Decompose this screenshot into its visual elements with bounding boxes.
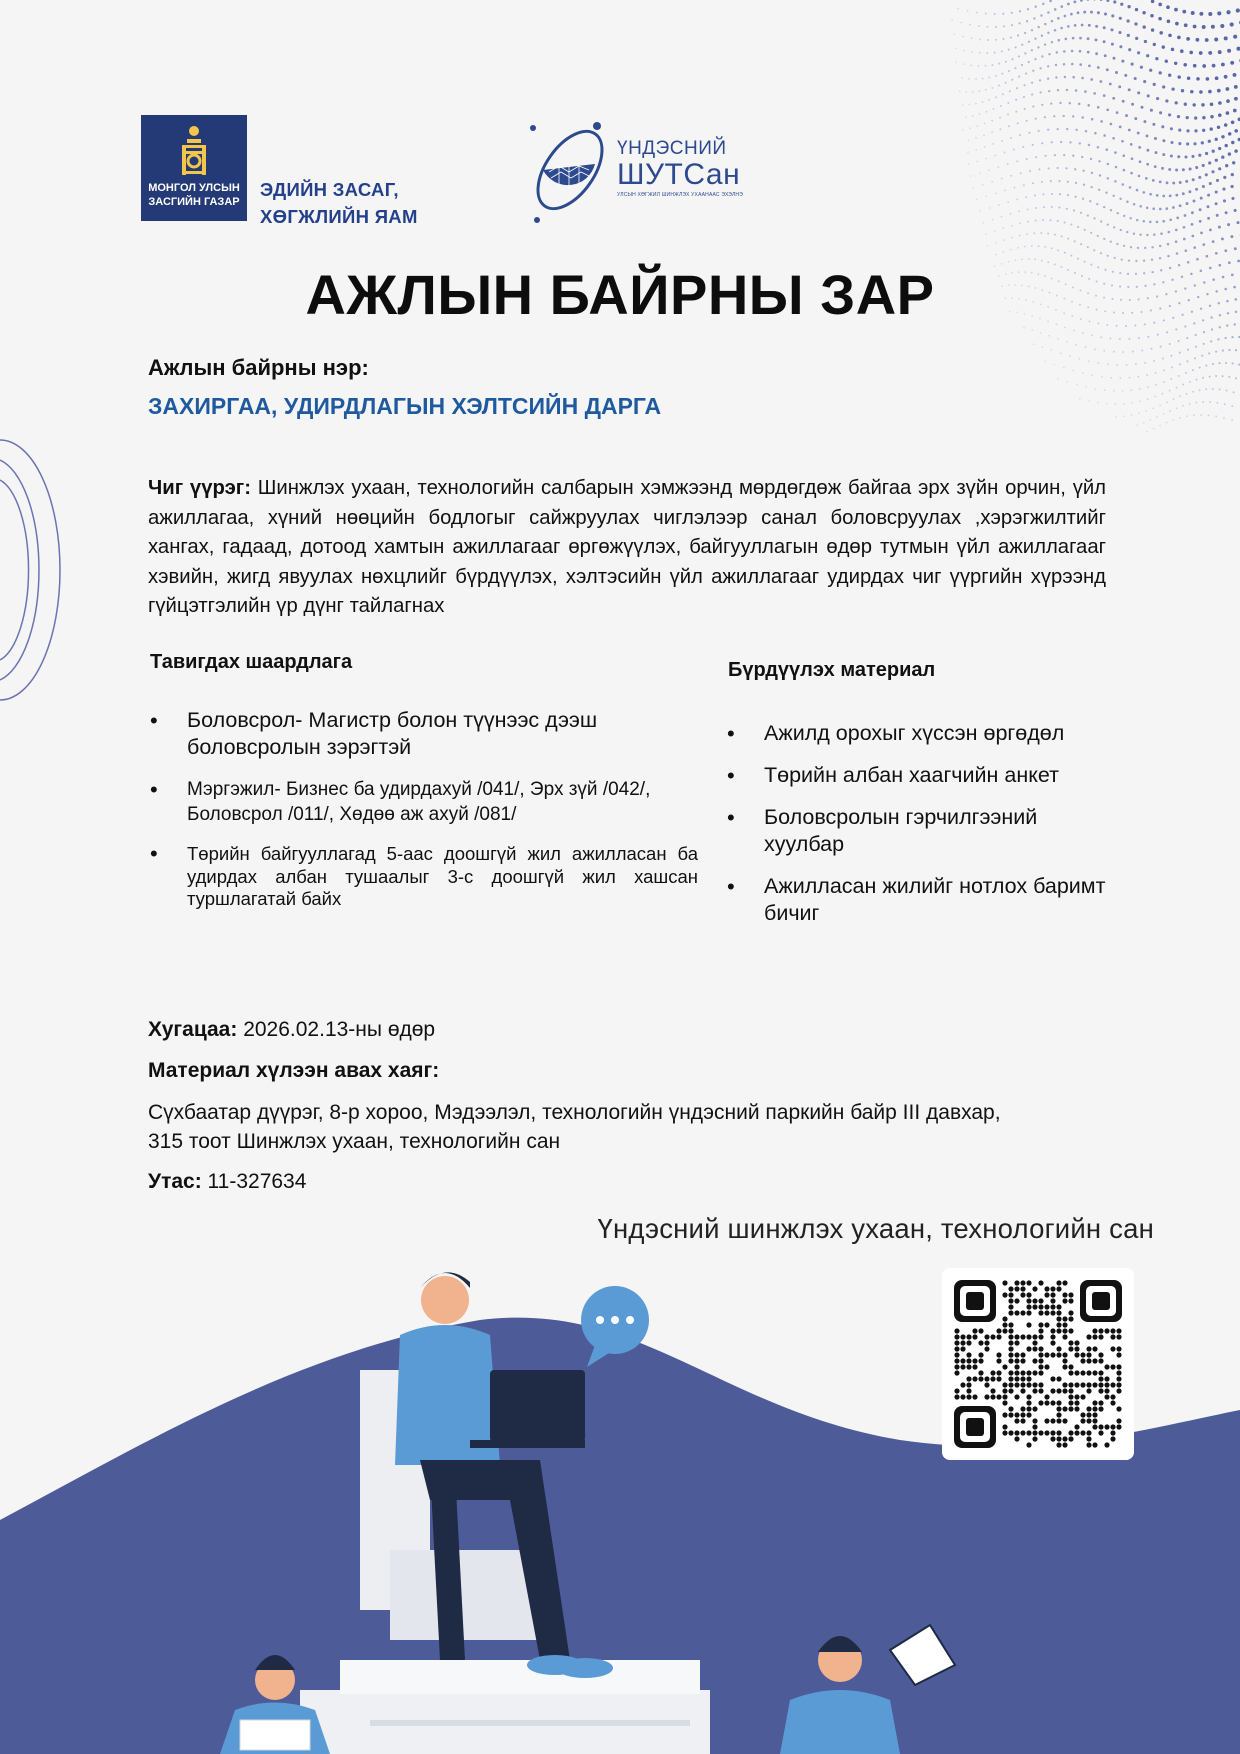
list-item: • Боловсролын гэрчилгээний хуулбар xyxy=(727,804,1107,858)
address-line1: Сүхбаатар дүүрэг, 8-р хороо, Мэдээлэл, технологийн үндэсний паркийн байр III давхар, xyxy=(148,1101,1001,1124)
page-title: АЖЛЫН БАЙРНЫ ЗАР xyxy=(305,263,935,326)
job-title-label: Ажлын байрны нэр: xyxy=(148,355,369,380)
list-item: • Төрийн албан хаагчийн анкет xyxy=(727,762,1107,789)
gov-logo-line2: ЗАСГИЙН ГАЗАР xyxy=(148,196,240,208)
duties-text: Шинжлэх ухаан, технологийн салбарын хэмжээнд мөрдөгдөж байгаа эрх зүйн орчин, үйл ажиллагаа, хүний нөөцийн бодлогыг сайжруулах чиглэлээр санал боловсруулах ,хэрэгжилтийг хангах, гадаад, дотоод хамтын ажиллагааг өргөжүүлэх, байгууллагын өдөр тутмын үйл ажиллагааг хэвийн, жигд явуулах нөхцлийг бүрдүүлэх, хэлтэсийн үйл ажиллагааг удирдах чиг үүргийн хүрээнд гүйцэтгэлийн үр дүнг тайлагнах xyxy=(148,477,1106,617)
phone-value: 11-327634 xyxy=(201,1170,307,1193)
list-item: • Ажилд орохыг хүссэн өргөдөл xyxy=(727,720,1107,747)
duties-paragraph xyxy=(148,474,1106,622)
requirements-title: Тавигдах шаардлага xyxy=(150,651,353,673)
materials-list xyxy=(727,720,1107,942)
deadline-label: Хугацаа: xyxy=(148,1018,238,1041)
dotted-wave-decoration xyxy=(910,0,1240,470)
fund-globe-logo-icon xyxy=(515,108,615,234)
government-logo xyxy=(141,115,247,221)
materials-title: Бүрдүүлэх материал xyxy=(728,659,936,681)
fund-logo-line2: ШУТСан xyxy=(617,158,741,191)
ministry-name xyxy=(260,176,418,230)
requirements-list xyxy=(150,707,698,927)
fund-logo-line3: УЛСЫН ХӨГЖИЛ ШИНЖЛЭХ УХААНААС ЭХЭЛНЭ xyxy=(617,192,744,198)
list-item: • Мэргэжил- Бизнес ба удирдахуй /041/, Эрх зүй /042/, Боловсрол /011/, Хөдөө аж ахуй /081/ xyxy=(150,777,698,827)
address xyxy=(148,1098,1001,1156)
ministry-line2: ХӨГЖЛИЙН ЯАМ xyxy=(260,206,418,227)
address-line2: 315 тоот Шинжлэх ухаан, технологийн сан xyxy=(148,1130,561,1153)
phone-label: Утас: xyxy=(148,1170,202,1193)
address-label-text: Материал хүлээн авах хаяг: xyxy=(148,1059,440,1082)
qr-code-icon xyxy=(942,1268,1134,1460)
deadline-value: 2026.02.13-ны өдөр xyxy=(237,1018,436,1041)
ministry-line1: ЭДИЙН ЗАСАГ, xyxy=(260,179,399,200)
duties-label: Чиг үүрэг: xyxy=(148,477,252,499)
address-label xyxy=(148,1056,439,1085)
list-item: • Ажилласан жилийг нотлох баримт бичиг xyxy=(727,873,1107,927)
job-title: ЗАХИРГАА, УДИРДЛАГЫН ХЭЛТСИЙН ДАРГА xyxy=(148,393,662,419)
organization-name: Үндэсний шинжлэх ухаан, технологийн сан xyxy=(597,1213,1154,1244)
fund-logo-line1: ҮНДЭСНИЙ xyxy=(617,138,727,159)
soyombo-emblem-icon xyxy=(141,115,247,185)
list-item: • Боловсрол- Магистр болон түүнээс дээш боловсролын зэрэгтэй xyxy=(150,707,698,761)
gov-logo-line1: МОНГОЛ УЛСЫН xyxy=(148,182,240,194)
arc-decoration xyxy=(0,430,70,710)
deadline xyxy=(148,1015,435,1044)
fund-logo-text xyxy=(617,138,743,198)
phone xyxy=(148,1167,306,1196)
list-item: • Төрийн байгууллагад 5-аас доошгүй жил ажилласан ба удирдах албан тушаалыг 3-с доошгүй жил хашсан туршлагатай байх xyxy=(150,843,698,911)
